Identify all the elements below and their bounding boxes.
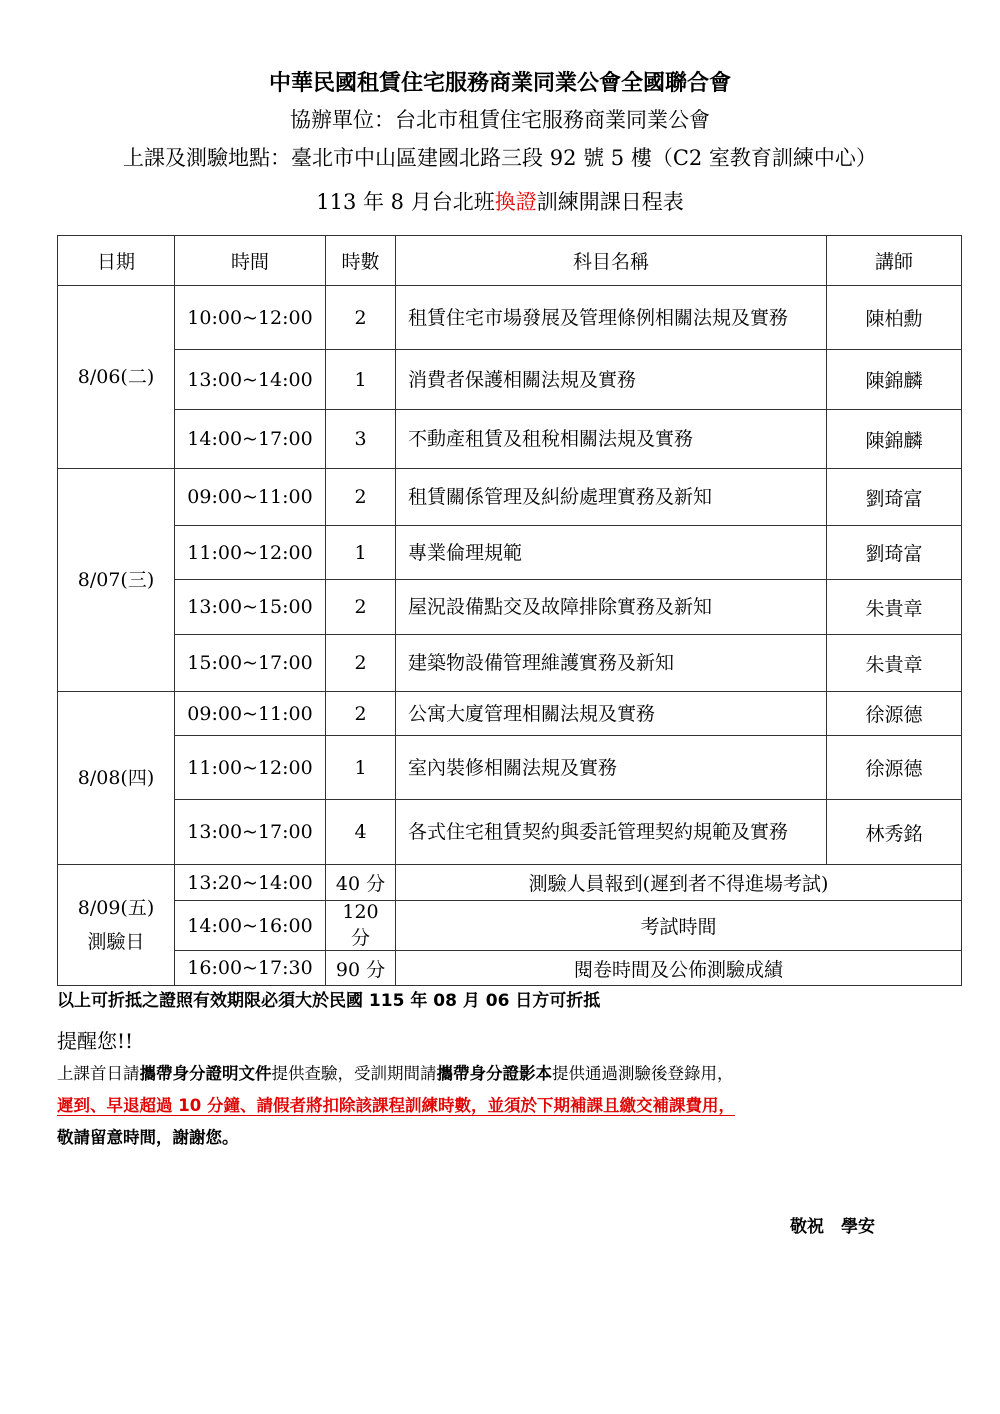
table-row: [58, 736, 962, 800]
teacher-cell: 陳錦麟: [827, 350, 962, 410]
note-bold-text: 攜帶身分證明文件: [139, 1064, 272, 1083]
subject-cell: 租賃住宅市場發展及管理條例相關法規及實務: [396, 286, 827, 350]
teacher-cell: 陳柏勳: [827, 286, 962, 350]
teacher-cell: 朱貴章: [827, 635, 962, 692]
time-reminder: 敬請留意時間，謝謝您。: [57, 1128, 239, 1147]
exam-duration-cell: 90 分: [326, 951, 396, 986]
exam-activity-cell: 測驗人員報到(遲到者不得進場考試): [396, 865, 962, 901]
subject-cell: 專業倫理規範: [396, 526, 827, 580]
table-row: [58, 410, 962, 469]
header-time: 時間: [175, 236, 326, 286]
table-row: [58, 526, 962, 580]
teacher-cell: 徐源德: [827, 692, 962, 736]
subject-cell: 室內裝修相關法規及實務: [396, 736, 827, 800]
exam-activity-cell: 考試時間: [396, 901, 962, 951]
subject-cell: 不動產租賃及租稅相關法規及實務: [396, 410, 827, 469]
exam-time-cell: 13:20~14:00: [175, 865, 326, 901]
hours-cell: 1: [326, 526, 396, 580]
schedule-title-highlight: 換證: [494, 190, 537, 214]
date-cell: 8/07(三): [58, 469, 175, 692]
hours-cell: 1: [326, 736, 396, 800]
teacher-cell: 朱貴章: [827, 580, 962, 635]
exam-time-cell: 16:00~17:30: [175, 951, 326, 986]
time-cell: 11:00~12:00: [175, 736, 326, 800]
note-text: 上課首日請: [57, 1064, 140, 1083]
time-cell: 09:00~11:00: [175, 469, 326, 526]
date-cell: 8/06(二): [58, 286, 175, 469]
subject-cell: 租賃關係管理及糾紛處理實務及新知: [396, 469, 827, 526]
table-row: [58, 469, 962, 526]
subject-cell: 屋況設備點交及故障排除實務及新知: [396, 580, 827, 635]
time-cell: 11:00~12:00: [175, 526, 326, 580]
location-line: 上課及測驗地點：臺北市中山區建國北路三段 92 號 5 樓（C2 室教育訓練中心）: [123, 146, 877, 170]
subject-cell: 各式住宅租賃契約與委託管理契約規範及實務: [396, 800, 827, 865]
date-cell: 8/08(四): [58, 692, 175, 865]
schedule-title: [0, 186, 1000, 216]
exam-row: [58, 901, 962, 951]
header-hours: 時數: [326, 236, 396, 286]
teacher-cell: 陳錦麟: [827, 410, 962, 469]
time-cell: 14:00~17:00: [175, 410, 326, 469]
teacher-cell: 徐源德: [827, 736, 962, 800]
subject-cell: 消費者保護相關法規及實務: [396, 350, 827, 410]
exam-date-cell: [58, 865, 175, 986]
schedule-title-suffix: 訓練開課日程表: [536, 190, 684, 214]
header-subject: 科目名稱: [396, 236, 827, 286]
table-row: [58, 800, 962, 865]
teacher-cell: 林秀銘: [827, 800, 962, 865]
header-date: 日期: [58, 236, 175, 286]
time-cell: 15:00~17:00: [175, 635, 326, 692]
table-row: [58, 286, 962, 350]
teacher-cell: 劉琦富: [827, 526, 962, 580]
attendance-warning: 遲到、早退超過 10 分鐘、請假者將扣除該課程訓練時數，並須於下期補課且繳交補課費用，: [57, 1096, 735, 1115]
hours-cell: 4: [326, 800, 396, 865]
teacher-cell: 劉琦富: [827, 469, 962, 526]
exam-duration-cell: 40 分: [326, 865, 396, 901]
table-header-row: [58, 236, 962, 286]
exam-day-label: 測驗日: [87, 931, 145, 953]
co-organizer-line: 協辦單位：台北市租賃住宅服務商業同業公會: [290, 108, 710, 132]
time-cell: 13:00~14:00: [175, 350, 326, 410]
hours-cell: 2: [326, 580, 396, 635]
exam-duration-cell: 120 分: [326, 901, 396, 951]
time-cell: 13:00~17:00: [175, 800, 326, 865]
note-bold-text: 攜帶身分證影本: [436, 1064, 552, 1083]
hours-cell: 1: [326, 350, 396, 410]
exam-row: [58, 951, 962, 986]
id-requirement-note: [57, 1060, 734, 1084]
exam-date: 8/09(五): [77, 897, 155, 919]
schedule-title-prefix: 113 年 8 月台北班: [316, 190, 495, 214]
closing-salutation: 敬祝 學安: [790, 1217, 875, 1237]
time-cell: 13:00~15:00: [175, 580, 326, 635]
subject-cell: 建築物設備管理維護實務及新知: [396, 635, 827, 692]
document-title: 中華民國租賃住宅服務商業同業公會全國聯合會: [268, 71, 731, 96]
hours-cell: 3: [326, 410, 396, 469]
hours-cell: 2: [326, 635, 396, 692]
table-row: [58, 692, 962, 736]
time-cell: 10:00~12:00: [175, 286, 326, 350]
subject-cell: 公寓大廈管理相關法規及實務: [396, 692, 827, 736]
reminder-title: 提醒您!!: [57, 1029, 134, 1053]
header-teacher: 講師: [827, 236, 962, 286]
table-row: [58, 635, 962, 692]
hours-cell: 2: [326, 286, 396, 350]
time-cell: 09:00~11:00: [175, 692, 326, 736]
note-text: 提供通過測驗後登錄用，: [552, 1064, 734, 1083]
table-row: [58, 580, 962, 635]
exam-row: [58, 865, 962, 901]
exam-time-cell: 14:00~16:00: [175, 901, 326, 951]
exam-activity-cell: 閱卷時間及公佈測驗成績: [396, 951, 962, 986]
hours-cell: 2: [326, 469, 396, 526]
table-row: [58, 350, 962, 410]
validity-note: 以上可折抵之證照有效期限必須大於民國 115 年 08 月 06 日方可折抵: [57, 991, 601, 1011]
schedule-table: [57, 235, 962, 986]
hours-cell: 2: [326, 692, 396, 736]
note-text: 提供查驗，受訓期間請: [271, 1064, 437, 1083]
